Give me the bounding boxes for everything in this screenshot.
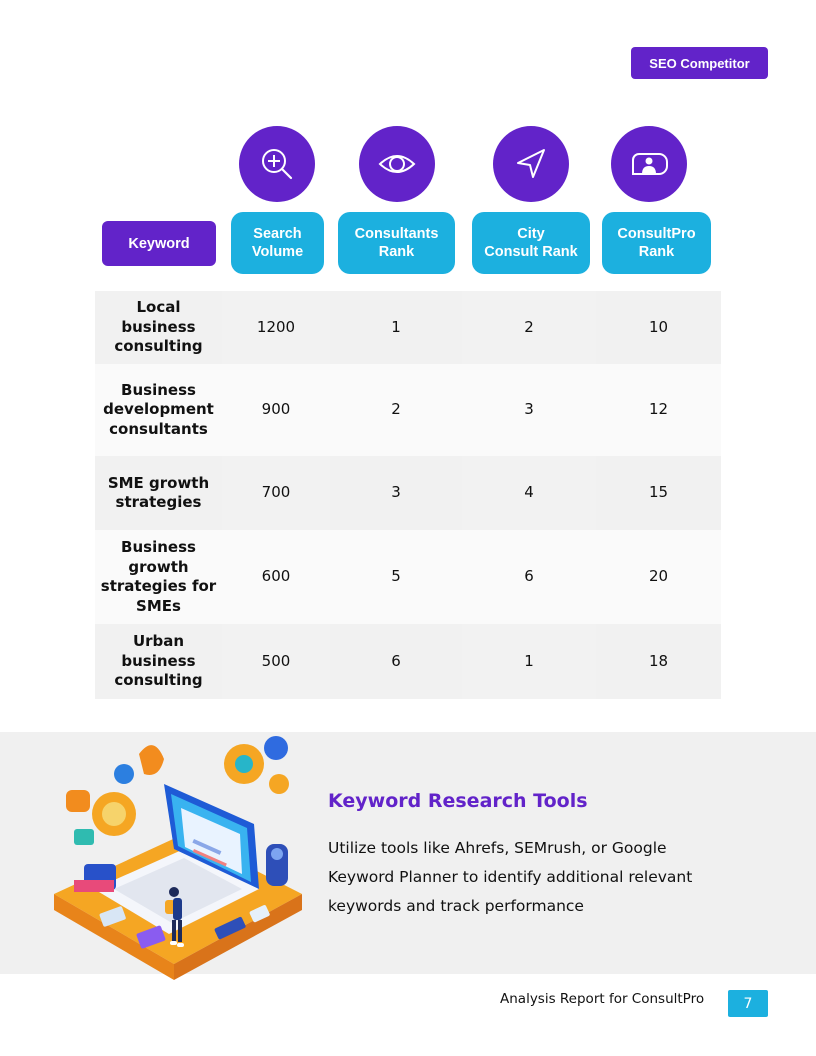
consultpro-rank-cell: 10	[596, 291, 721, 364]
consultpro-rank-cell: 15	[596, 456, 721, 530]
section-tag: SEO Competitor	[631, 47, 768, 79]
header-consultants-rank: Consultants Rank	[338, 212, 455, 274]
header-search-volume: Search Volume	[231, 212, 324, 274]
consultants-rank-cell: 1	[330, 291, 462, 364]
search-volume-cell: 700	[222, 456, 330, 530]
search-volume-cell: 1200	[222, 291, 330, 364]
city-consult-icon-circle	[493, 126, 569, 202]
city-consult-rank-cell: 3	[524, 400, 534, 419]
isometric-laptop-seo-illustration	[44, 724, 308, 986]
table-row	[95, 364, 721, 456]
page-number: 7	[728, 990, 768, 1017]
search-plus-icon	[255, 142, 299, 186]
keyword-cell: Urban business consulting	[95, 624, 222, 699]
search-volume-cell: 600	[261, 567, 291, 586]
consultpro-rank-cell: 20	[648, 567, 669, 586]
footer-report-label: Analysis Report for ConsultPro	[500, 991, 705, 1007]
user-profile-icon	[627, 142, 671, 186]
consultpro-rank-cell: 12	[648, 400, 669, 419]
city-consult-rank-cell: 4	[462, 456, 596, 530]
consultants-rank-cell: 3	[330, 456, 462, 530]
keyword-ranking-table	[95, 291, 721, 699]
keyword-cell: Business growth strategies for SMEs	[100, 538, 217, 615]
consultpro-rank-cell: 18	[596, 624, 721, 699]
city-consult-rank-cell: 2	[462, 291, 596, 364]
table-row	[95, 291, 721, 364]
consultants-icon-circle	[359, 126, 435, 202]
navigation-arrow-icon	[509, 142, 553, 186]
search-volume-cell: 900	[261, 400, 291, 419]
search-volume-cell: 500	[222, 624, 330, 699]
table-row	[95, 456, 721, 530]
consultpro-icon-circle	[611, 126, 687, 202]
table-row	[95, 624, 721, 699]
keyword-cell: Business development consultants	[103, 380, 214, 438]
tools-section-body: Utilize tools like Ahrefs, SEMrush, or Google Keyword Planner to identify additional relevant keywords and track performance	[328, 839, 693, 915]
header-city-consult-rank: City Consult Rank	[472, 212, 590, 274]
eye-icon	[375, 142, 419, 186]
header-consultpro-rank: ConsultPro Rank	[602, 212, 711, 274]
header-keyword: Keyword	[102, 221, 216, 266]
keyword-cell: SME growth strategies	[95, 456, 222, 530]
tools-section-title: Keyword Research Tools	[328, 790, 588, 812]
consultants-rank-cell: 5	[391, 567, 401, 586]
city-consult-rank-cell: 6	[524, 567, 534, 586]
search-volume-icon-circle	[239, 126, 315, 202]
table-row	[95, 530, 721, 624]
keyword-cell: Local business consulting	[95, 291, 222, 364]
city-consult-rank-cell: 1	[462, 624, 596, 699]
consultants-rank-cell: 6	[330, 624, 462, 699]
consultants-rank-cell: 2	[391, 400, 401, 419]
